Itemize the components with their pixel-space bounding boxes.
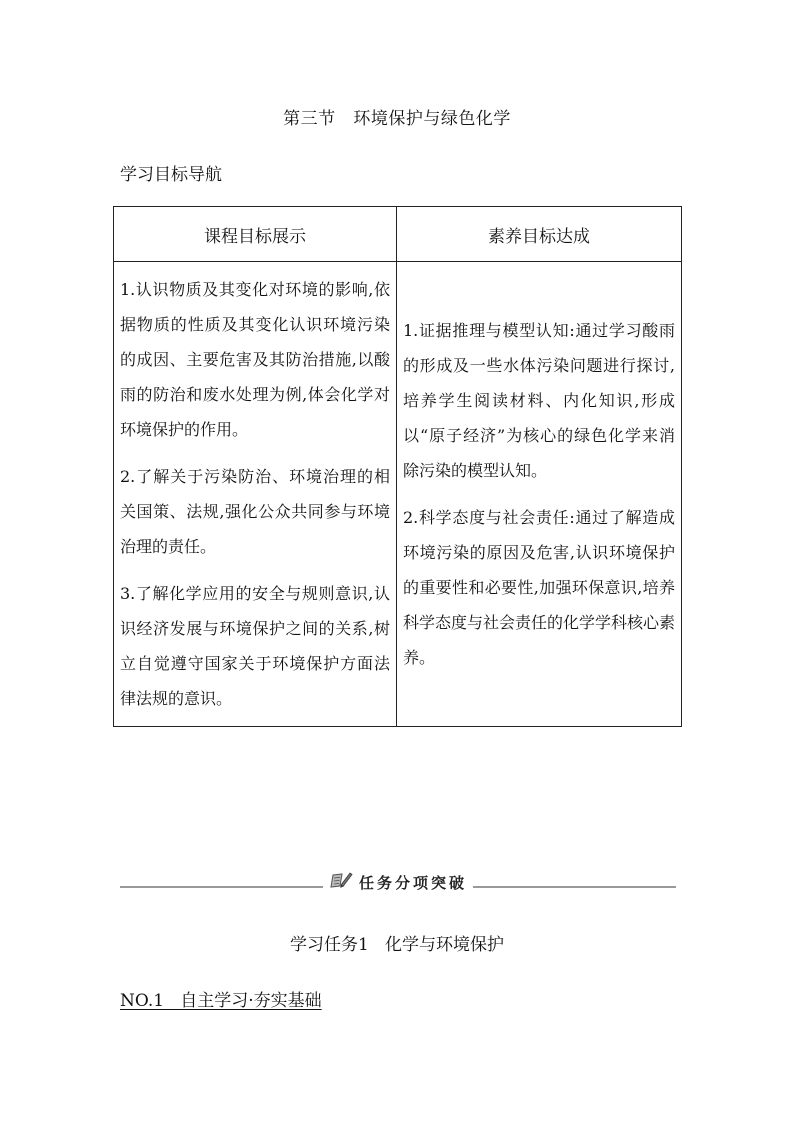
table-header-course-goals: 课程目标展示 bbox=[114, 207, 397, 262]
literacy-goal-item: 2.科学态度与社会责任:通过了解造成环境污染的原因及危害,认识环境保护的重要性和必要性,加强环保意识,培养科学态度与社会责任的化学学科核心素养。 bbox=[403, 508, 676, 667]
page-title: 第三节 环境保护与绿色化学 bbox=[283, 109, 511, 129]
literacy-goals-cell bbox=[397, 262, 682, 727]
table-header-literacy-goals: 素养目标达成 bbox=[397, 207, 682, 262]
task-section-banner bbox=[120, 866, 676, 892]
table-body-row bbox=[114, 262, 682, 727]
section-heading: 学习目标导航 bbox=[120, 165, 222, 185]
banner-label: 任务分项突破 bbox=[358, 873, 468, 892]
course-goal-item: 2.了解关于污染防治、环境治理的相关国策、法规,强化公众共同参与环境治理的责任。 bbox=[120, 467, 390, 556]
literacy-goal-item: 1.证据推理与模型认知:通过学习酸雨的形成及一些水体污染问题进行探讨,培养学生阅读材料、内化知识,形成以“原子经济”为核心的绿色化学来消除污染的模型认知。 bbox=[403, 321, 675, 480]
pen-notebook-icon bbox=[329, 870, 353, 894]
course-goals-cell bbox=[114, 262, 397, 727]
sub-heading: NO.1 自主学习·夯实基础 bbox=[120, 991, 322, 1011]
table-header-row bbox=[114, 207, 682, 262]
course-goal-item: 3.了解化学应用的安全与规则意识,认识经济发展与环境保护之间的关系,树立自觉遵守国家关于环境保护方面法律法规的意识。 bbox=[120, 584, 390, 708]
course-goal-item: 1.认识物质及其变化对环境的影响,依据物质的性质及其变化认识环境污染的成因、主要危害及其防治措施,以酸雨的防治和废水处理为例,体会化学对环境保护的作用。 bbox=[120, 280, 390, 439]
task-title: 学习任务1 化学与环境保护 bbox=[289, 935, 505, 955]
learning-goals-table bbox=[113, 206, 682, 727]
